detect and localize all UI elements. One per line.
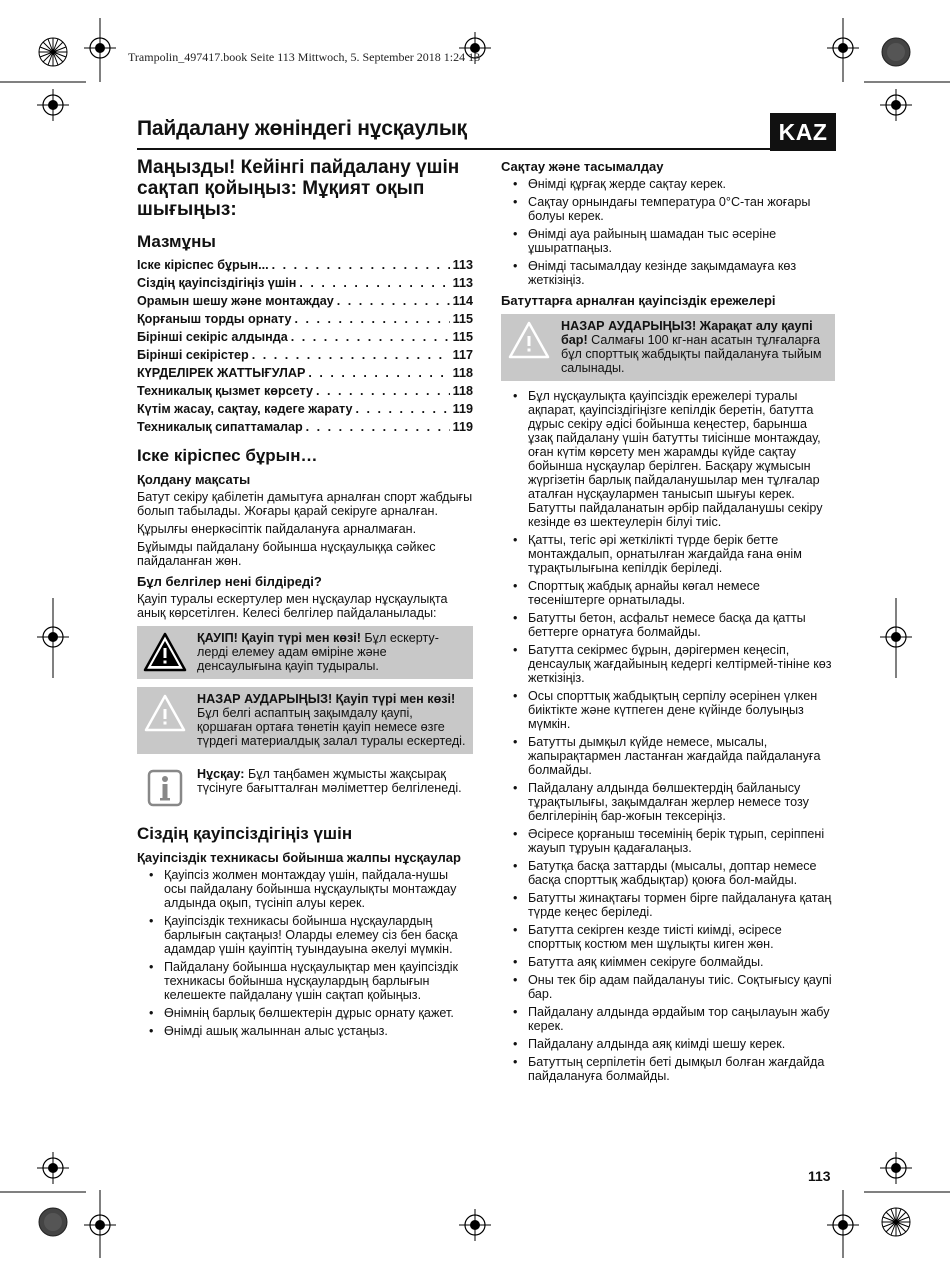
purpose-paragraph: Батут секіру қабілетін дамытуға арналған спорт жабдығы болып табылады. Жоғары қарай секіруге арналған. [137, 490, 473, 518]
before-start-heading: Іске кіріспес бұрын… [137, 446, 318, 465]
caution-label: НАЗАР АУДАРЫҢЫЗ! Қауіп түрі мен көзі! [197, 692, 456, 706]
toc-page: 114 [452, 294, 473, 308]
toc-entry[interactable] [137, 418, 473, 436]
toc-label: Орамын шешу және монтаждау [137, 294, 334, 308]
list-item: • Өнімді тасымалдау кезінде зақымдамауға көз жеткізіңіз. [501, 259, 835, 287]
dark-mark-icon [39, 1208, 67, 1236]
list-item: • Батутқа басқа заттарды (мысалы, доптар немесе басқа спорттық жабдықтар) қоюға бол-майды. [501, 859, 835, 887]
print-header: Trampolin_497417.book Seite 113 Mittwoch, 5. September 2018 1:24 13 [128, 50, 481, 64]
toc-label: Іске кіріспес бұрын... [137, 258, 269, 272]
warning-triangle-icon [143, 632, 187, 672]
toc-page: 115 [452, 312, 473, 326]
list-item: • Сақтау орнындағы температура 0°C-тан жоғары болуы керек. [501, 195, 835, 223]
page-number: 113 [808, 1168, 831, 1184]
caution-notice [137, 687, 473, 754]
toc-label: Бірінші секіріс алдында [137, 330, 288, 344]
toc-page: 113 [452, 276, 473, 290]
warning-label: НАЗАР АУДАРЫҢЫЗ! Жарақат алу қаупі бар! [561, 319, 813, 347]
toc-page: 117 [452, 348, 473, 362]
table-of-contents [137, 256, 473, 436]
list-item: • Пайдалану алдында аяқ киімді шешу керек. [501, 1037, 835, 1051]
toc-label: Күтім жасау, сақтау, кәдеге жарату [137, 402, 353, 416]
trampoline-safety-heading: Батуттарға арналған қауіпсіздік ережелері [501, 293, 776, 308]
warning-text: Салмағы 100 кг-нан асатын тұлғаларға бұл спорттық жабдықты пайдалануға тыйым салынады. [561, 333, 822, 375]
list-item: • Осы спорттық жабдықтың серпілу әсерінен үлкен биіктікте және күтпеген дене күйінде болуыңыз мүмкін. [501, 689, 835, 731]
toc-entry[interactable] [137, 382, 473, 400]
dark-mark-icon [882, 38, 910, 66]
toc-label: Техникалық сипаттамалар [137, 420, 303, 434]
toc-entry[interactable] [137, 364, 473, 382]
safety-heading: Сіздің қауіпсіздігіңіз үшін [137, 824, 353, 843]
toc-entry[interactable] [137, 328, 473, 346]
purpose-paragraph: Бұйымды пайдалану бойынша нұсқаулыққа сәйкес пайдаланған жөн. [137, 540, 436, 568]
toc-entry[interactable] [137, 400, 473, 418]
toc-page: 119 [452, 402, 473, 416]
caution-text: Бұл белгі аспаптың зақымдалу қаупі, қоршаған ортаға төнетін қауіп немесе өзге түрдегі материалдық залал туралы ескертеді. [197, 706, 466, 748]
list-item: • Батутта аяқ киіммен секіруге болмайды. [501, 955, 835, 969]
list-item: • Қатты, тегіс әрі жеткілікті түрде берік бетте монтаждалып, орнатылған жағдайда ғана өнім тұрақтылығына кепілдік беріледі. [501, 533, 835, 575]
note-label: Нұсқау: [197, 767, 245, 781]
left-column [137, 157, 473, 1042]
symbols-heading: Бұл белгілер нені білдіреді? [137, 574, 322, 589]
list-item: • Батуттың серпілетін беті дымқыл болған жағдайда пайдалануға болмайды. [501, 1055, 835, 1083]
toc-entry[interactable] [137, 346, 473, 364]
toc-label: КҮРДЕЛІРЕК ЖАТТЫҒУЛАР [137, 366, 306, 380]
list-item: • Қауіпсіздік техникасы бойынша нұсқаулардың барлығын сақтаңыз! Оларды елемеу сіз бен басқа адамдар үшін қауіптің туындауына әкелуі мүмкін. [137, 914, 473, 956]
danger-label: ҚАУІП! Қауіп түрі мен көзі! [197, 631, 361, 645]
list-item: • Қауіпсіз жолмен монтаждау үшін, пайдала-нушы осы пайдалану бойынша нұсқаулықты монтаждау алдында оқып, түсініп алуы керек. [137, 868, 473, 910]
burst-mark-icon [39, 38, 67, 66]
toc-entry[interactable] [137, 274, 473, 292]
danger-text: Бұл ескерту-лерді елемеу адам өміріне және денсаулығына қауіп тудыралы. [197, 631, 439, 673]
toc-label: Бірінші секірістер [137, 348, 249, 362]
list-item: • Батутта секірген кезде тиісті киімді, әсіресе спорттық костюм мен шұлықты киген жөн. [501, 923, 835, 951]
weight-warning-notice [501, 314, 835, 381]
trampoline-rules-list [501, 389, 835, 1083]
purpose-paragraph: Құрылғы өнеркәсіптік пайдалануға арналмаған. [137, 522, 417, 536]
page-title: Пайдалану жөніндегі нұсқаулық [137, 117, 467, 140]
list-item: • Батутты жинақтағы тормен бірге пайдалануға қатаң түрде кеңес беріледі. [501, 891, 835, 919]
language-badge: KAZ [770, 113, 836, 151]
list-item: • Бұл нұсқаулықта қауіпсіздік ережелері туралы ақпарат, қауіпсіздігіңізге кепілдік беретін, батутта дұрыс секіру әдісі бойынша кеңестер, барынша ұзақ пайдалану үшін батутты тиісінше монтаждау, оған күтім көрсету мен жарамды күйде сақтау бойынша нұсқаулар берілген. Басқару жұмысын жүргізетін барлық пайдаланушылар мен тұлғалар аталған нұсқаулармен танысып шығуы керек. Батутты пайдаланатын әрбір пайдаланушы секіру кезінде өз шектеулерін білуі тиіс. [501, 389, 835, 529]
note-notice [137, 762, 473, 814]
caution-triangle-icon [143, 693, 187, 733]
danger-notice [137, 626, 473, 679]
toc-label: Техникалық қызмет көрсету [137, 384, 313, 398]
purpose-heading: Қолдану мақсаты [137, 472, 251, 487]
toc-label: Қорғаныш торды орнату [137, 312, 292, 326]
storage-list [501, 177, 835, 287]
list-item: • Оны тек бір адам пайдалануы тиіс. Соқтығысу қаупі бар. [501, 973, 835, 1001]
list-item: • Батутта секірмес бұрын, дәрігермен кеңесіп, денсаулық жағдайының кедергі келтірмей-тініне көз жеткізіңіз. [501, 643, 835, 685]
symbols-paragraph: Қауіп туралы ескертулер мен нұсқаулар нұсқаулықта анық көрсетілген. Келесі белгілер пайдаланылады: [137, 592, 448, 620]
toc-label: Сіздің қауіпсіздігіңіз үшін [137, 276, 297, 290]
toc-entry[interactable] [137, 310, 473, 328]
list-item: • Спорттық жабдық арнайы көгал немесе төсеніштерге орнатылады. [501, 579, 835, 607]
toc-page: 115 [452, 330, 473, 344]
right-column [501, 157, 835, 1087]
general-safety-heading: Қауіпсіздік техникасы бойынша жалпы нұсқаулар [137, 850, 461, 865]
toc-page: 118 [452, 384, 473, 398]
list-item: • Өнімнің барлық бөлшектерін дұрыс орнату қажет. [137, 1006, 473, 1020]
burst-mark-icon [882, 1208, 910, 1236]
list-item: • Өнімді ашық жалыннан алыс ұстаңыз. [137, 1024, 473, 1038]
toc-heading: Мазмұны [137, 232, 216, 251]
list-item: • Батутты дымқыл күйде немесе, мысалы, жапырақтармен ластанған жағдайда пайдалануға болмайды. [501, 735, 835, 777]
list-item: • Өнімді құрғақ жерде сақтау керек. [501, 177, 835, 191]
title-rule [137, 148, 835, 150]
list-item: • Пайдалану алдында бөлшектердің байланысу тұрақтылығы, зақымдалған жерлер немесе тозу белгілерінің бар-жоғын тексеріңіз. [501, 781, 835, 823]
toc-page: 118 [452, 366, 473, 380]
note-text: Бұл таңбамен жұмысты жақсырақ түсінуге бағытталған мәліметтер белгіленеді. [197, 767, 462, 795]
general-safety-list [137, 868, 473, 1038]
caution-triangle-icon [507, 320, 551, 360]
info-icon [143, 768, 187, 808]
list-item: • Пайдалану бойынша нұсқаулықтар мен қауіпсіздік техникасы бойынша нұсқаулардың барлығын келешекте пайдалану үшін сақтап қойыңыз. [137, 960, 473, 1002]
important-heading: Маңызды! Кейінгі пайдалану үшін сақтап қойыңыз: Мұқият оқып шығыңыз: [137, 157, 460, 220]
toc-entry[interactable] [137, 256, 473, 274]
toc-entry[interactable] [137, 292, 473, 310]
list-item: • Пайдалану алдында әрдайым тор саңылауын жабу керек. [501, 1005, 835, 1033]
storage-heading: Сақтау және тасымалдау [501, 159, 664, 174]
list-item: • Өнімді ауа райының шамадан тыс әсеріне ұшыратпаңыз. [501, 227, 835, 255]
list-item: • Әсіресе қорғаныш төсемінің берік тұрып, серіппені жауып тұруын қадағалаңыз. [501, 827, 835, 855]
toc-page: 119 [452, 420, 473, 434]
toc-page: 113 [452, 258, 473, 272]
list-item: • Батутты бетон, асфальт немесе басқа да қатты беттерге орнатуға болмайды. [501, 611, 835, 639]
